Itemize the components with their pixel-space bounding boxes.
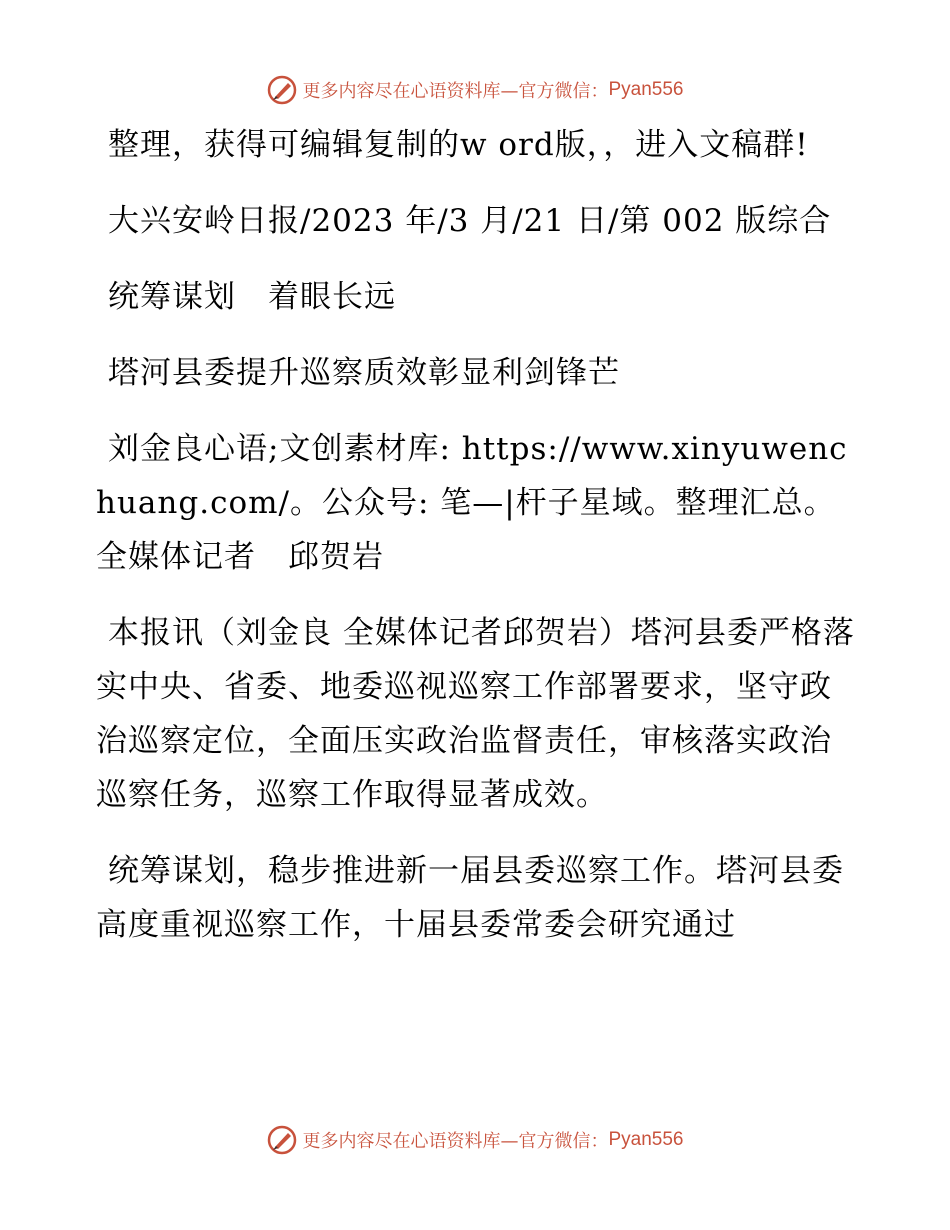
header-banner <box>0 72 950 108</box>
paragraph: 大兴安岭日报/2023 年/3 月/21 日/第 002 版综合 <box>108 203 832 239</box>
paragraph: 统筹谋划，稳步推进新一届县委巡察工作。塔河县委高度重视巡察工作，十届县委常委会研究通过 <box>96 853 844 943</box>
footer-banner-id: Pyan556 <box>608 1129 684 1150</box>
footer-banner-text: 更多内容尽在心语资料库—官方微信： <box>302 1131 609 1152</box>
footer-banner <box>0 1122 950 1158</box>
paragraph: 整理，获得可编辑复制的w ord版，，进入文稿群! <box>108 127 809 163</box>
paragraph: 刘金良心语;文创素材库: https://www.xinyuwenchuang.com/。公众号: 笔—|杆子星域。整理汇总。 全媒体记者 邱贺岩 <box>96 431 853 575</box>
brush-logo-icon <box>266 74 298 106</box>
header-banner-id: Pyan556 <box>608 79 684 100</box>
paragraph: 本报讯（刘金良 全媒体记者邱贺岩）塔河县委严格落实中央、省委、地委巡视巡察工作部署要求，坚守政治巡察定位，全面压实政治监督责任，审核落实政治巡察任务，巡察工作取得显著成效。 <box>96 615 855 813</box>
document-body <box>96 118 856 974</box>
header-banner-text: 更多内容尽在心语资料库—官方微信： <box>302 81 609 102</box>
article-title: 塔河县委提升巡察质效彰显利剑锋芒 <box>108 355 620 391</box>
section-title: 统筹谋划 着眼长远 <box>108 279 396 315</box>
brush-logo-icon <box>266 1124 298 1156</box>
